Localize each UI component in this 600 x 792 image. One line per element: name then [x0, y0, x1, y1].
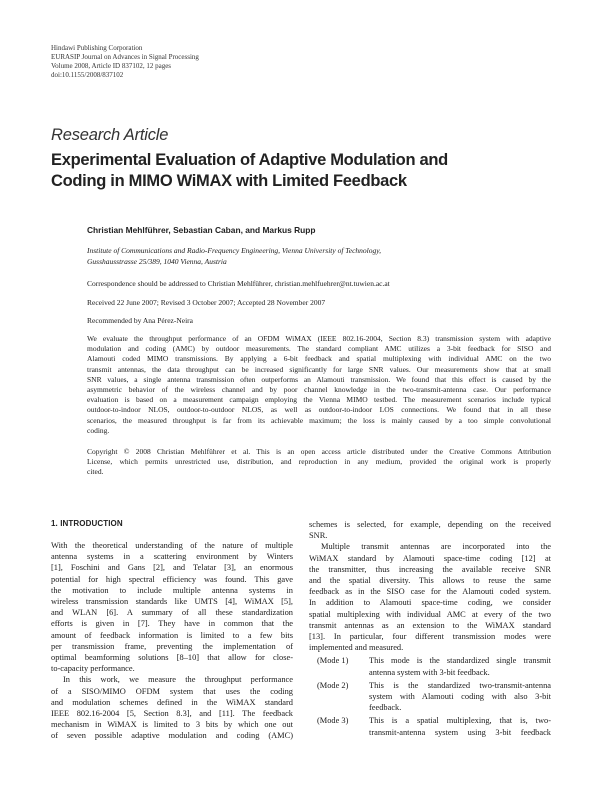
mode-description-line: This mode is the standardized single transmit	[369, 656, 551, 666]
body-text-line: wireless transmission standards like UMTS [4], WiMAX [5],	[51, 597, 293, 607]
mode-description-line: system with Alamouti coding with also 3-bit	[369, 692, 551, 702]
body-text-line: of a SISO/MIMO OFDM system that uses the coding	[51, 686, 293, 696]
body-text-line: In this work, we measure the throughput performance	[63, 675, 293, 685]
abstract-line: scenarios, the measured throughput is far from its achievable maximum; the loss is mainly caused by a too simple convolutional	[87, 415, 551, 425]
body-text-line: to-capacity performance.	[51, 664, 135, 674]
body-text-line: SNR.	[309, 531, 328, 541]
body-text-line: the transmitter, thus increasing the available receive SNR	[309, 564, 551, 574]
body-text-line: feedback as in the SISO case for the Alamouti coded system.	[309, 587, 551, 597]
mode-item	[309, 655, 551, 677]
body-text-line: and WLAN [6]. A summary of all these standardization	[51, 608, 293, 618]
abstract-line: We evaluate the throughput performance of an OFDM WiMAX (IEEE 802.16-2004, Section 8.3) transmission system with adaptive	[87, 334, 551, 343]
journal-name: EURASIP Journal on Advances in Signal Processing	[51, 53, 199, 61]
mode-description-line: feedback.	[369, 703, 402, 713]
body-text-line: amount of feedback information is limited to a few bits	[51, 630, 293, 640]
mode-label: (Mode 2)	[317, 680, 349, 690]
mode-label: (Mode 3)	[317, 716, 349, 726]
right-column	[309, 519, 551, 738]
affiliation-line: Institute of Communications and Radio-Frequency Engineering, Vienna University of Technology,	[87, 246, 382, 255]
body-text-line: In addition to Alamouti space-time coding, we consider	[309, 598, 551, 608]
body-text-line: WiMAX standard by Alamouti space-time coding [12] at	[309, 553, 551, 563]
section-heading: 1. INTRODUCTION	[51, 519, 123, 528]
body-text-line: efforts is given in [7]. They have in common that the	[51, 619, 293, 629]
abstract-line: outdoor-to-indoor NLOS, outdoor-to-outdoor NLOS, as well as outdoor-to-indoor LOS connections. We found that in all these	[87, 405, 551, 415]
copyright-notice-line: Copyright © 2008 Christian Mehlführer et al. This is an open access article distributed under the Creative Commons Attribution	[87, 447, 551, 456]
doi[interactable]: doi:10.1155/2008/837102	[51, 71, 124, 79]
article-type: Research Article	[51, 126, 169, 144]
body-text-line: [1], Foschini and Gans [2], and Telatar [3], an enormous	[51, 563, 293, 573]
correspondence[interactable]: Correspondence should be addressed to Christian Mehlführer, christian.mehlfuehrer@nt.tuwien.ac.at	[87, 279, 390, 288]
body-text-line: implemented and measured.	[309, 643, 404, 653]
abstract-line: transmit antennas, the data throughput can be increased significantly for large SNR values. Our measurements show that at small	[87, 364, 551, 374]
body-text-line: Multiple transmit antennas are incorporated into the	[321, 542, 551, 552]
body-text-line: With the theoretical understanding of the nature of multiple	[51, 541, 293, 550]
body-text-line: of seven possible adaptive modulation and coding (AMC)	[51, 731, 293, 741]
title-line: Experimental Evaluation of Adaptive Modulation and	[51, 151, 448, 169]
abstract	[87, 334, 551, 436]
mode-description-line: transmit-antenna system using 3-bit feedback	[369, 727, 551, 737]
affiliation	[87, 246, 381, 267]
body-text-line: the motivation to include multiple antenna systems in	[51, 585, 293, 595]
copyright-notice	[87, 447, 551, 478]
journal-header	[51, 44, 199, 80]
recommended-by: Recommended by Ana Pérez-Neira	[87, 316, 193, 325]
mode-description	[369, 655, 551, 677]
abstract-line: asymmetric behavior of the wireless channel and by poor channel knowledge in the two-transmit-antenna case. Our performance	[87, 385, 551, 395]
abstract-line: evaluation is based on a measurement campaign employing the Vienna MIMO testbed. The measurement scenarios include typical	[87, 395, 551, 405]
title-line: Coding in MIMO WiMAX with Limited Feedback	[51, 172, 407, 190]
dates: Received 22 June 2007; Revised 3 October 2007; Accepted 28 November 2007	[87, 298, 326, 307]
mode-description-line: antenna system with 3-bit feedback.	[369, 667, 490, 677]
body-text-line: mechanism in WiMAX is limited to 3 bits by which one out	[51, 720, 293, 730]
volume-info: Volume 2008, Article ID 837102, 12 pages	[51, 62, 172, 70]
mode-label: (Mode 1)	[317, 656, 349, 666]
abstract-line: Alamouti coded MIMO transmissions. By applying a 6-bit feedback and spatial multiplexing with individual AMC on the two	[87, 354, 551, 364]
abstract-line: modulation and coding (AMC) by outdoor measurements. The standard compliant AMC utilizes a 3-bit feedback for SISO and	[87, 344, 551, 354]
copyright-notice-line: cited.	[87, 467, 104, 477]
body-text-line: potential for high spectral efficiency was found. This gave	[51, 574, 293, 584]
body-text-line: per transmission frame, preventing the implementation of	[51, 641, 293, 651]
mode-description-line: This is the standardized two-transmit-antenna	[369, 680, 551, 690]
body-text-line: transmit antennas as an extension to the WiMAX standard	[309, 620, 551, 630]
body-text-line: schemes is selected, for example, depending on the received	[309, 520, 551, 529]
copyright-notice-line: License, which permits unrestricted use, distribution, and reproduction in any medium, provided the original work is properly	[87, 457, 551, 467]
mode-list	[309, 655, 551, 737]
mode-item	[309, 680, 551, 714]
mode-description	[369, 680, 551, 714]
mode-description	[369, 715, 551, 737]
affiliation-line: Gusshausstrasse 25/389, 1040 Vienna, Austria	[87, 256, 227, 266]
paper-title	[51, 150, 448, 192]
body-text-line: and the spatial diversity. This allows to reuse the same	[309, 576, 551, 586]
authors: Christian Mehlführer, Sebastian Caban, and Markus Rupp	[87, 225, 316, 235]
body-text-line: IEEE 802.16-2004 [5, Section 8.3], and [11]. The feedback	[51, 709, 293, 719]
body-text-line: optimal beamforming solutions [8–10] that allow for close-	[51, 653, 293, 663]
mode-item	[309, 715, 551, 737]
body-text-line: spatial multiplexing with individual AMC at every of the two	[309, 609, 551, 619]
abstract-line: SNR values, a single antenna transmission often outperforms an Alamouti transmission. We found that this effect is caused by the	[87, 374, 551, 384]
mode-description-line: This is a spatial multiplexing, that is, two-	[369, 716, 551, 726]
body-text-line: antenna systems in a scattering environment by Winters	[51, 552, 293, 562]
abstract-line: coding.	[87, 425, 110, 435]
left-column	[51, 540, 293, 742]
body-text-line: [13]. In particular, four different transmission modes were	[309, 632, 551, 642]
right-column-text	[309, 519, 551, 653]
publisher: Hindawi Publishing Corporation	[51, 44, 143, 52]
body-text-line: and modulation schemes defined in the WiMAX standard	[51, 697, 293, 707]
